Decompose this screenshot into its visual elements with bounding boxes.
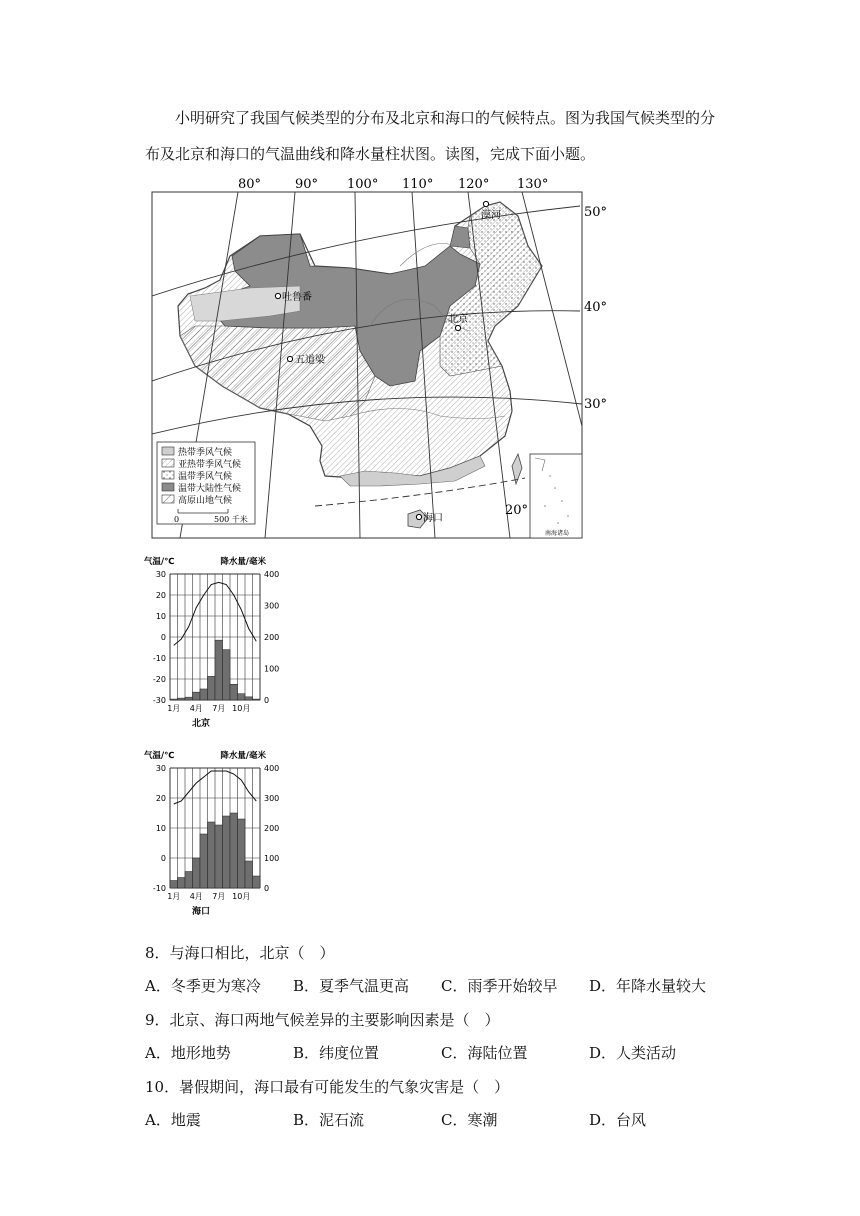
precipitation-bar [230, 684, 238, 700]
city-label-mohe: 漠河 [481, 210, 501, 221]
precipitation-bar [253, 876, 261, 888]
chart-right-tick: 300 [264, 601, 280, 611]
precipitation-bar [245, 697, 253, 700]
precipitation-bar [185, 697, 193, 700]
precipitation-bar [223, 816, 231, 888]
longitude-label: 110° [402, 177, 434, 192]
chart-left-tick: -20 [152, 675, 166, 684]
chart-right-tick: 100 [264, 664, 280, 674]
chart-right-tick: 100 [264, 854, 280, 863]
legend-swatch-plateau [162, 495, 174, 503]
precipitation-bar [178, 878, 186, 889]
haikou-climate-chart [142, 746, 282, 932]
chart-right-tick: 300 [264, 794, 280, 803]
chart-ylabel-right: 降水量/毫米 [220, 557, 266, 567]
map-legend [157, 442, 255, 524]
chart-left-tick: -10 [152, 884, 166, 893]
latitude-label: 20° [505, 503, 529, 518]
longitude-label: 120° [458, 177, 490, 192]
intro-paragraph: 小明研究了我国气候类型的分布及北京和海口的气候特点。图为我国气候类型的分布及北京和海口的气温曲线和降水量柱状图。读图，完成下面小题。 [145, 109, 716, 163]
longitude-label: 100° [347, 177, 379, 192]
precipitation-bar [230, 813, 238, 888]
chart-ylabel-left: 气温/℃ [144, 751, 175, 761]
latitude-label: 30° [584, 397, 608, 412]
chart-left-tick: 10 [155, 824, 166, 833]
question-9-options [145, 1042, 745, 1063]
climate-map [150, 176, 610, 540]
question-10-option-c[interactable]: C．寒潮 [441, 1111, 498, 1129]
precipitation-bar [200, 689, 208, 700]
question-8-option-c[interactable]: C．雨季开始较早 [441, 977, 558, 995]
chart-x-tick: 1月 [167, 704, 181, 713]
question-9-option-d[interactable]: D．人类活动 [589, 1044, 677, 1062]
beijing-climate-chart [142, 552, 282, 736]
chart-x-tick: 10月 [232, 892, 251, 901]
precipitation-bar [200, 834, 208, 888]
chart-x-tick: 4月 [189, 892, 203, 901]
legend-label: 亚热带季风气候 [178, 460, 242, 470]
city-marker-beijing [455, 325, 460, 330]
legend-label: 高原山地气候 [178, 496, 233, 506]
chart-right-tick: 0 [264, 884, 270, 893]
chart-left-tick: -30 [152, 696, 166, 705]
precipitation-bar [170, 699, 178, 700]
precipitation-bar [170, 881, 178, 889]
chart-right-tick: 200 [264, 633, 280, 642]
chart-left-tick: 30 [155, 570, 166, 579]
chart-left-tick: 20 [155, 794, 166, 803]
legend-label: 热带季风气候 [178, 448, 233, 458]
precipitation-bar [185, 872, 193, 889]
latitude-label: 40° [584, 300, 608, 315]
chart-title: 北京 [191, 719, 211, 729]
precipitation-bar [238, 694, 246, 700]
precipitation-bar [208, 676, 216, 700]
chart-left-tick: 30 [155, 764, 166, 773]
precipitation-bar [208, 822, 216, 888]
city-marker-turpan [275, 293, 280, 298]
chart-right-tick: 400 [264, 764, 280, 773]
city-label-beijing: 北京 [448, 314, 468, 325]
chart-ylabel-left: 气温/℃ [144, 557, 175, 567]
chart-x-tick: 4月 [189, 704, 203, 713]
scale-text: 500 千米 [214, 515, 248, 524]
chart-ylabel-right: 降水量/毫米 [220, 751, 266, 761]
chart-right-tick: 400 [264, 570, 280, 579]
city-marker-wudaoliang [287, 356, 292, 361]
legend-label: 温带大陆性气候 [178, 484, 242, 494]
city-label-haikou: 海口 [423, 513, 443, 524]
chart-right-tick: 0 [264, 696, 270, 705]
scale-zero: 0 [174, 515, 180, 524]
legend-swatch-temperate-monsoon [162, 471, 174, 479]
chart-x-tick: 7月 [212, 892, 226, 901]
longitude-label: 80° [238, 177, 262, 192]
chart-left-tick: 20 [155, 591, 166, 600]
question-8-options [145, 975, 745, 996]
question-9-option-b[interactable]: B．纬度位置 [293, 1044, 380, 1062]
chart-left-tick: 0 [160, 854, 166, 863]
city-label-turpan: 吐鲁番 [282, 292, 312, 303]
question-10-option-a[interactable]: A．地震 [145, 1111, 201, 1129]
question-8-option-a[interactable]: A．冬季更为寒冷 [145, 977, 261, 995]
chart-left-tick: 0 [160, 633, 166, 642]
question-8-option-d[interactable]: D．年降水量较大 [589, 977, 707, 995]
precipitation-bar [193, 692, 201, 700]
south-china-sea-inset [530, 454, 582, 538]
longitude-label: 90° [295, 177, 319, 192]
precipitation-bar [238, 819, 246, 888]
question-8-stem: 8．与海口相比，北京（ ） [145, 944, 335, 962]
city-marker-haikou [416, 514, 421, 519]
city-label-wudaoliang: 五道梁 [295, 355, 325, 366]
climate-map-svg [150, 176, 610, 540]
legend-swatch-tropical [162, 447, 174, 455]
chart-x-tick: 7月 [212, 704, 226, 713]
legend-label: 温带季风气候 [178, 472, 233, 482]
question-10-option-b[interactable]: B．泥石流 [293, 1111, 365, 1129]
chart-x-tick: 10月 [232, 704, 251, 713]
chart-left-tick: 10 [155, 612, 166, 621]
question-9-option-c[interactable]: C．海陆位置 [441, 1044, 528, 1062]
question-10-stem: 10．暑假期间，海口最有可能发生的气象灾害是（ ） [145, 1078, 510, 1096]
precipitation-bar [178, 698, 186, 700]
haikou-climate-chart-svg [142, 746, 282, 928]
question-9-option-a[interactable]: A．地形地势 [145, 1044, 231, 1062]
legend-swatch-subtropical [162, 459, 174, 467]
question-8-option-b[interactable]: B．夏季气温更高 [293, 977, 410, 995]
legend-swatch-continental [162, 483, 174, 491]
question-10-options [145, 1109, 745, 1130]
precipitation-bar [223, 650, 231, 700]
chart-right-tick: 200 [264, 824, 280, 833]
question-10-option-d[interactable]: D．台风 [589, 1111, 647, 1129]
inset-label: 南海诸岛 [544, 530, 570, 537]
chart-x-tick: 1月 [167, 892, 181, 901]
precipitation-bar [215, 825, 223, 888]
beijing-climate-chart-svg [142, 552, 282, 732]
precipitation-bar [193, 858, 201, 888]
chart-left-tick: -10 [152, 654, 166, 663]
question-9-stem: 9．北京、海口两地气候差异的主要影响因素是（ ） [145, 1011, 500, 1029]
chart-title: 海口 [191, 907, 211, 917]
city-marker-mohe [483, 201, 488, 206]
precipitation-bar [245, 861, 253, 888]
precipitation-bar [215, 640, 223, 700]
precipitation-bar [253, 699, 261, 700]
longitude-label: 130° [517, 177, 549, 192]
latitude-label: 50° [584, 205, 608, 220]
